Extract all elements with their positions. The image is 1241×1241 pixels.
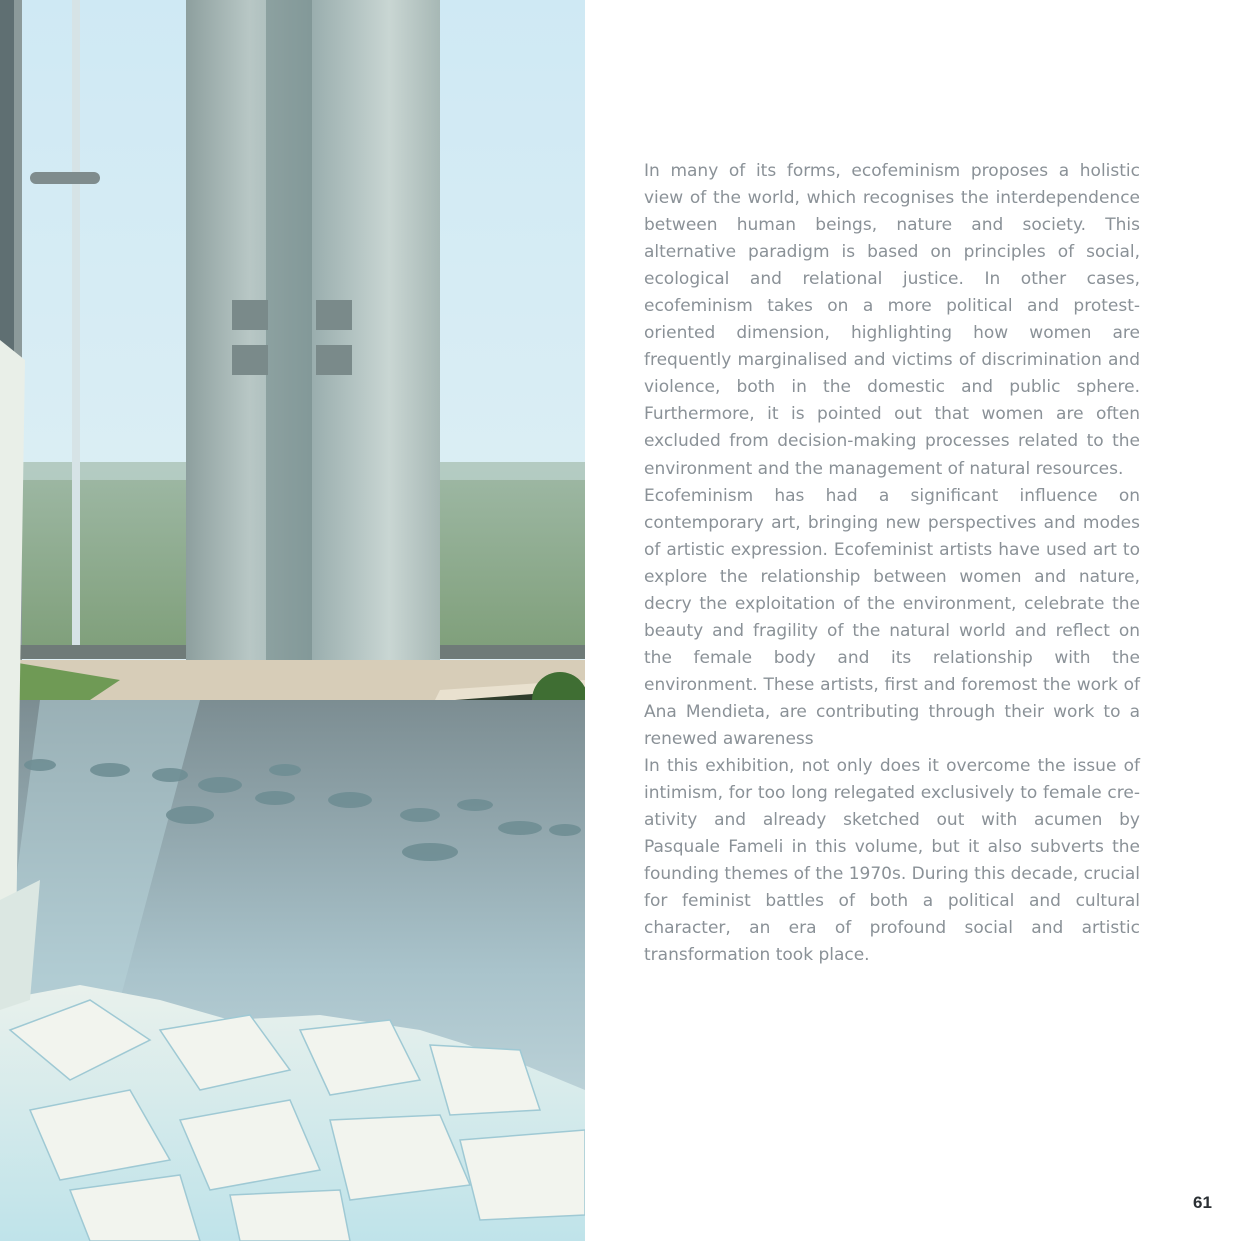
exhibition-photo: [0, 0, 585, 1241]
page-number: 61: [1193, 1193, 1212, 1212]
paragraph: In many of its forms, ecofeminism proposes a holistic view of the world, which recognises the interdependence between human beings, nature and society. This alternative paradigm is based on principles of social, ecological and relational justice. In other cases, ecofeminism takes on a more political and protest-oriented dimension, highlighting how women are frequently marginalised and victims of discrimination and violence, both in the domestic and public sphere. Furthermore, it is pointed out that women are often excluded from decision-making processes related to the environment and the management of natural resources.: [644, 161, 1140, 479]
paragraph: In this exhibition, not only does it overcome the issue of intimism, for too long relegated exclusively to female creativity and already sketched out with acumen by Pasquale Fameli in this volume, but it also subverts the founding themes of the 1970s. During this decade, crucial for feminist battles of both a political and cultural character, an era of profound social and artistic transformation took place.: [644, 756, 1140, 966]
body-text: [644, 158, 1140, 969]
paragraph: Ecofeminism has had a significant influence on contemporary art, bringing new perspectives and modes of artistic expression. Ecofeminist artists have used art to explore the relationship between women and nature, decry the exploitation of the environment, celebrate the beauty and fragility of the natural world and reflect on the female body and its relationship with the environment. These artists, first and foremost the work of Ana Mendieta, are contributing through their work to a renewed awareness: [644, 485, 1140, 749]
